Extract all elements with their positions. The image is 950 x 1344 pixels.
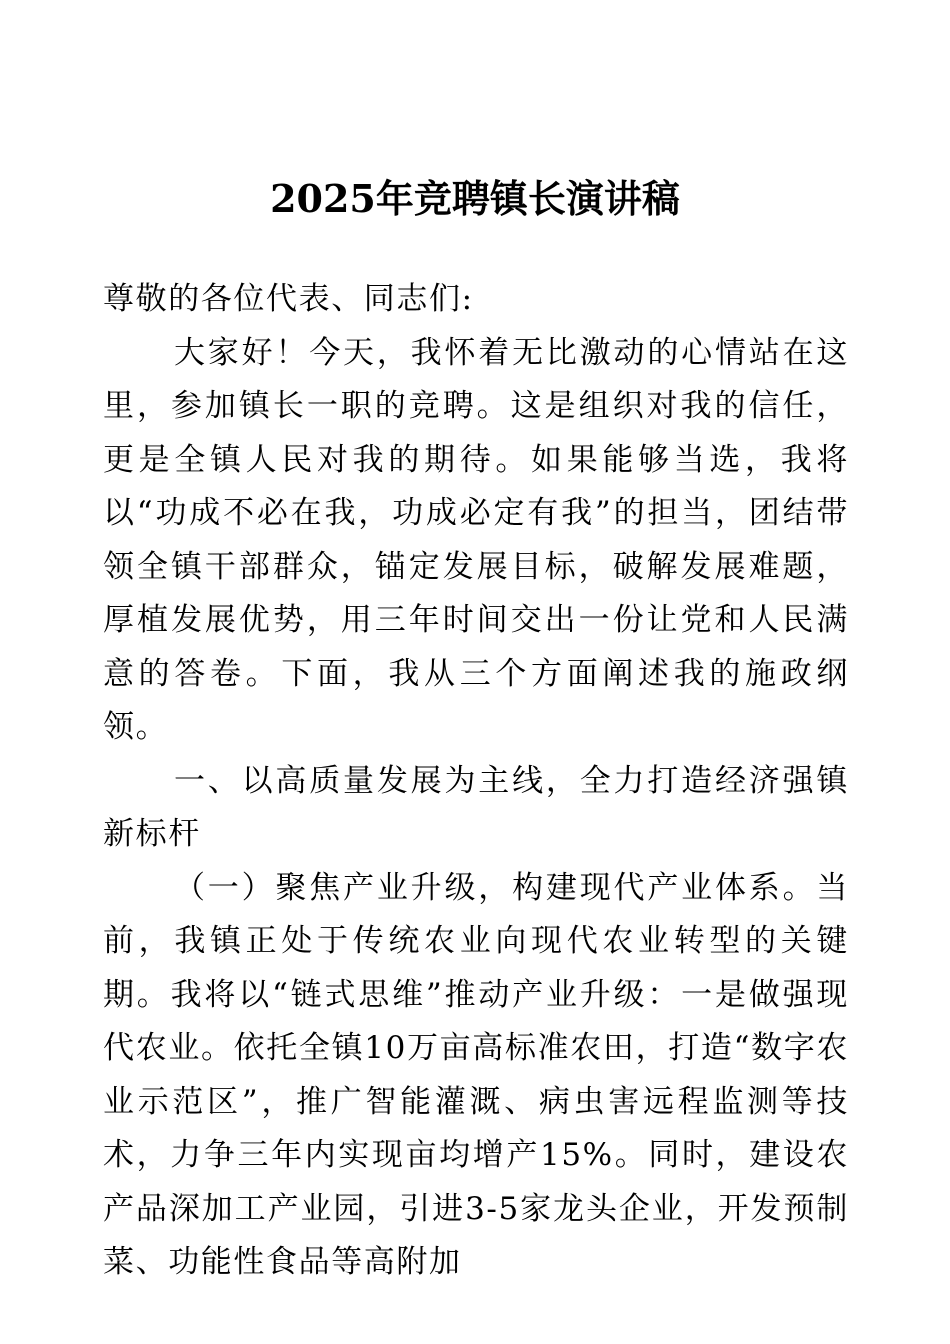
document-title: 2025年竞聘镇长演讲稿 bbox=[270, 176, 680, 221]
section-heading-1: 一、以高质量发展为主线，全力打造经济强镇新标杆 bbox=[103, 762, 849, 852]
document-body bbox=[103, 273, 849, 1290]
paragraph-industry-upgrade: （一）聚焦产业升级，构建现代产业体系。当前，我镇正处于传统农业向现代农业转型的关键期。我将以“链式思维”推动产业升级：一是做强现代农业。依托全镇10万亩高标准农田，打造“数字农业示范区”，推广智能灌溉、病虫害远程监测等技术，力争三年内实现亩均增产15%。同时，建设农产品深加工产业园，引进3-5家龙头企业，开发预制菜、功能性食品等高附加 bbox=[103, 869, 849, 1280]
salutation: 尊敬的各位代表、同志们: bbox=[103, 281, 474, 317]
paragraph-intro: 大家好！今天，我怀着无比激动的心情站在这里，参加镇长一职的竞聘。这是组织对我的信任，更是全镇人民对我的期待。如果能够当选，我将以“功成不必在我，功成必定有我”的担当，团结带领全镇干部群众，锚定发展目标，破解发展难题，厚植发展优势，用三年时间交出一份让党和人民满意的答卷。下面，我从三个方面阐述我的施政纲领。 bbox=[103, 334, 849, 745]
